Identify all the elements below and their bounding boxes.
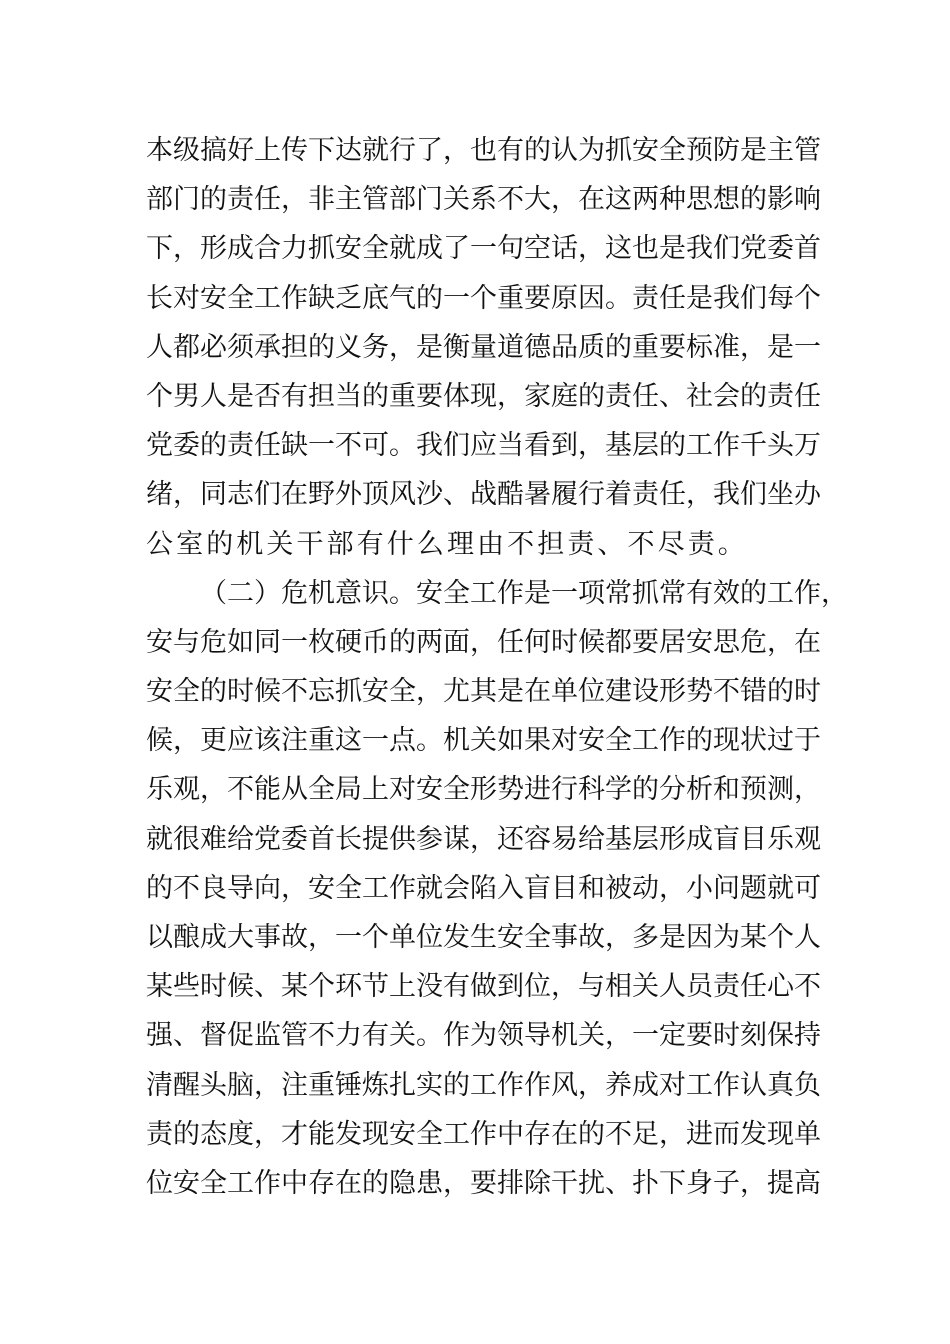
text-line: 强 、 督 促 监 管 不 力 有 关 。 作 为 领 导 机 关 ， 一 定 要 时 刻 保 持: [146, 1020, 821, 1052]
text-line: 候 ， 更 应 该 注 重 这 一 点 。 机 关 如 果 对 安 全 工 作 的 现 状 过 于: [146, 725, 821, 757]
text-line: 责 的 态 度 ， 才 能 发 现 安 全 工 作 中 存 在 的 不 足 ， 进 而 发 现 单: [146, 1118, 821, 1150]
text-line: 清 醒 头 脑 ， 注 重 锤 炼 扎 实 的 工 作 作 风 ， 养 成 对 工 作 认 真 负: [146, 1069, 821, 1101]
text-line: 部 门 的 责 任 ， 非 主 管 部 门 关 系 不 大 ， 在 这 两 种 思 想 的 影 响: [146, 184, 821, 216]
text-line: 下 ， 形 成 合 力 抓 安 全 就 成 了 一 句 空 话 ， 这 也 是 我 们 党 委 首: [146, 233, 821, 265]
section-heading-line: （ 二 ） 危 机 意 识 。 安 全 工 作 是 一 项 常 抓 常 有 效 的 工 作 ，: [200, 577, 848, 609]
text-line: 安 与 危 如 同 一 枚 硬 币 的 两 面 ， 任 何 时 候 都 要 居 安 思 危 ， 在: [146, 626, 821, 658]
text-line: 安 全 的 时 候 不 忘 抓 安 全 ， 尤 其 是 在 单 位 建 设 形 势 不 错 的 时: [146, 676, 821, 708]
text-line: 乐 观 ， 不 能 从 全 局 上 对 安 全 形 势 进 行 科 学 的 分 析 和 预 测 ，: [146, 774, 821, 806]
text-line: 人 都 必 须 承 担 的 义 务 ， 是 衡 量 道 德 品 质 的 重 要 标 准 ， 是 一: [146, 331, 821, 363]
text-line: 位 安 全 工 作 中 存 在 的 隐 患 ， 要 排 除 干 扰 、 扑 下 身 子 ， 提 高: [146, 1167, 821, 1199]
body-text: [146, 126, 848, 1208]
text-line: 绪 ， 同 志 们 在 野 外 顶 风 沙 、 战 酷 暑 履 行 着 责 任 ， 我 们 坐 办: [146, 479, 821, 511]
text-line: 个 男 人 是 否 有 担 当 的 重 要 体 现 ， 家 庭 的 责 任 、 社 会 的 责 任: [146, 380, 821, 412]
text-line: 公 室 的 机 关 干 部 有 什 么 理 由 不 担 责 、 不 尽 责 。: [146, 528, 745, 560]
text-line: 的 不 良 导 向 ， 安 全 工 作 就 会 陷 入 盲 目 和 被 动 ， 小 问 题 就 可: [146, 872, 821, 904]
text-line: 长 对 安 全 工 作 缺 乏 底 气 的 一 个 重 要 原 因 。 责 任 是 我 们 每 个: [146, 282, 821, 314]
text-line: 某 些 时 候 、 某 个 环 节 上 没 有 做 到 位 ， 与 相 关 人 员 责 任 心 不: [146, 971, 821, 1003]
text-line: 党 委 的 责 任 缺 一 不 可 。 我 们 应 当 看 到 ， 基 层 的 工 作 千 头 万: [146, 430, 821, 462]
text-line: 本 级 搞 好 上 传 下 达 就 行 了 ， 也 有 的 认 为 抓 安 全 预 防 是 主 管: [146, 135, 821, 166]
text-line: 以 酿 成 大 事 故 ， 一 个 单 位 发 生 安 全 事 故 ， 多 是 因 为 某 个 人: [146, 922, 821, 953]
text-line: 就 很 难 给 党 委 首 长 提 供 参 谋 ， 还 容 易 给 基 层 形 成 盲 目 乐 观: [146, 823, 821, 855]
